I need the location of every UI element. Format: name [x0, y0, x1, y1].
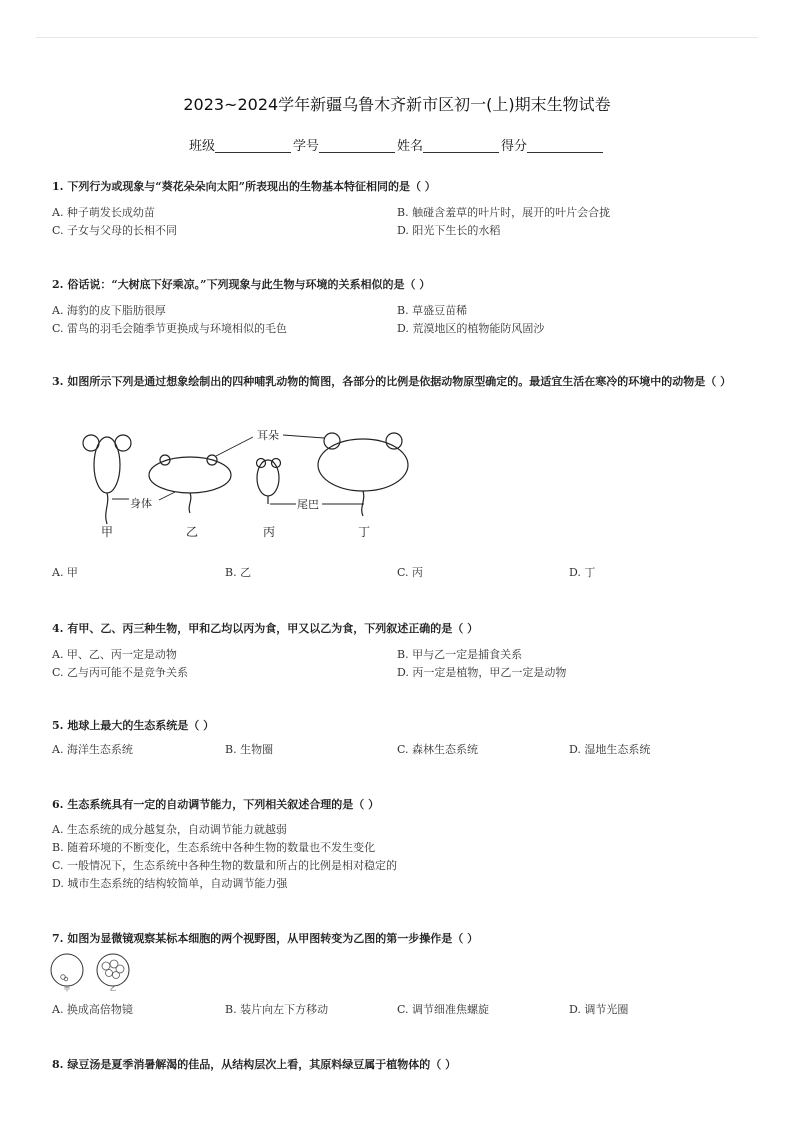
field-yi [97, 954, 129, 986]
option-c[interactable]: C. 乙与丙可能不是竞争关系 [52, 666, 189, 679]
options [52, 564, 752, 582]
student-info-line [0, 135, 794, 154]
option-d[interactable]: D. 城市生态系统的结构较简单，自动调节能力强 [52, 877, 288, 890]
options [52, 741, 752, 759]
question-3 [52, 372, 752, 391]
question-7 [52, 929, 752, 948]
option-c[interactable]: C. 丙 [397, 566, 424, 579]
question-stem: 1. 下列行为或现象与“葵花朵朵向太阳”所表现出的生物基本特征相同的是（ ） [52, 180, 436, 193]
label-bing: 丙 [263, 525, 276, 539]
option-d[interactable]: D. 湿地生态系统 [569, 743, 651, 756]
option-d[interactable]: D. 丙一定是植物，甲乙一定是动物 [397, 666, 567, 679]
exam-title: 2023~2024学年新疆乌鲁木齐新市区初一(上)期末生物试卷 [183, 95, 611, 114]
animal-figure [70, 420, 430, 545]
option-a[interactable]: A. 海豹的皮下脂肪很厚 [52, 304, 166, 317]
label-yi: 乙 [186, 525, 199, 539]
class-label: 班级 [188, 139, 215, 154]
option-a[interactable]: A. 种子萌发长成幼苗 [52, 206, 155, 219]
animal-bing [257, 459, 281, 505]
option-b[interactable]: B. 生物圈 [225, 743, 274, 756]
label-ear: 耳朵 [257, 429, 279, 442]
question-8 [52, 1055, 752, 1074]
question-7-options [52, 1001, 752, 1019]
question-3-options [52, 564, 752, 582]
option-c[interactable]: C. 子女与父母的长相不同 [52, 224, 178, 237]
option-b[interactable]: B. 装片向左下方移动 [225, 1003, 329, 1016]
class-blank[interactable] [215, 138, 291, 153]
question-stem: 5. 地球上最大的生态系统是（ ） [52, 719, 215, 732]
question-stem: 4. 有甲、乙、丙三种生物，甲和乙均以丙为食，甲又以乙为食，下列叙述正确的是（ ） [52, 622, 479, 635]
options [52, 302, 752, 338]
option-a[interactable]: A. 甲 [52, 566, 78, 579]
option-d[interactable]: D. 丁 [569, 566, 596, 579]
option-b[interactable]: B. 随着环境的不断变化，生态系统中各种生物的数量也不发生变化 [52, 841, 376, 854]
option-c[interactable]: C. 调节细准焦螺旋 [397, 1003, 490, 1016]
question-4 [52, 619, 752, 682]
options [52, 1001, 752, 1019]
option-c[interactable]: C. 一般情况下，生态系统中各种生物的数量和所占的比例是相对稳定的 [52, 859, 398, 872]
animal-jia [83, 435, 131, 524]
animal-ding [318, 433, 408, 516]
microscope-figure [50, 952, 136, 992]
name-blank[interactable] [423, 138, 499, 153]
question-stem: 3. 如图所示下列是通过想象绘制出的四种哺乳动物的简图，各部分的比例是依据动物原型确定的。最适宜生活在寒冷的环境中的动物是（ ） [52, 375, 732, 388]
option-a[interactable]: A. 换成高倍物镜 [52, 1003, 133, 1016]
question-stem: 2. 俗话说：“大树底下好乘凉。”下列现象与此生物与环境的关系相似的是（ ） [52, 278, 431, 291]
option-c[interactable]: C. 雷鸟的羽毛会随季节更换成与环境相似的毛色 [52, 322, 288, 335]
label-body: 身体 [130, 497, 152, 510]
option-a[interactable]: A. 生态系统的成分越复杂，自动调节能力就越弱 [52, 823, 287, 836]
animal-yi [149, 455, 231, 513]
options [52, 821, 752, 893]
label-jia: 甲 [64, 986, 71, 992]
field-jia [51, 954, 83, 986]
option-b[interactable]: B. 触碰含羞草的叶片时，展开的叶片会合拢 [397, 206, 611, 219]
question-stem: 7. 如图为显微镜观察某标本细胞的两个视野图，从甲图转变为乙图的第一步操作是（ ） [52, 932, 479, 945]
question-1 [52, 177, 752, 240]
id-blank[interactable] [319, 138, 395, 153]
label-ding: 丁 [358, 525, 371, 539]
question-stem: 6. 生态系统具有一定的自动调节能力，下列相关叙述合理的是（ ） [52, 798, 380, 811]
options [52, 204, 752, 240]
question-stem: 8. 绿豆汤是夏季消暑解渴的佳品，从结构层次上看，其原料绿豆属于植物体的（ ） [52, 1058, 457, 1071]
option-d[interactable]: D. 调节光圈 [569, 1003, 629, 1016]
question-6 [52, 795, 752, 893]
option-c[interactable]: C. 森林生态系统 [397, 743, 479, 756]
id-label: 学号 [292, 139, 319, 154]
label-jia: 甲 [101, 525, 114, 539]
option-a[interactable]: A. 甲、乙、丙一定是动物 [52, 648, 177, 661]
score-blank[interactable] [527, 138, 603, 153]
question-2 [52, 275, 752, 338]
label-yi: 乙 [110, 986, 117, 992]
name-label: 姓名 [397, 139, 424, 154]
option-d[interactable]: D. 阳光下生长的水稻 [397, 224, 501, 237]
score-label: 得分 [501, 139, 528, 154]
label-tail: 尾巴 [297, 498, 319, 511]
header-divider [36, 37, 758, 38]
option-b[interactable]: B. 草盛豆苗稀 [397, 304, 468, 317]
option-b[interactable]: B. 甲与乙一定是捕食关系 [397, 648, 523, 661]
question-5 [52, 716, 752, 759]
options [52, 646, 752, 682]
option-a[interactable]: A. 海洋生态系统 [52, 743, 133, 756]
option-b[interactable]: B. 乙 [225, 566, 252, 579]
option-d[interactable]: D. 荒漠地区的植物能防风固沙 [397, 322, 545, 335]
